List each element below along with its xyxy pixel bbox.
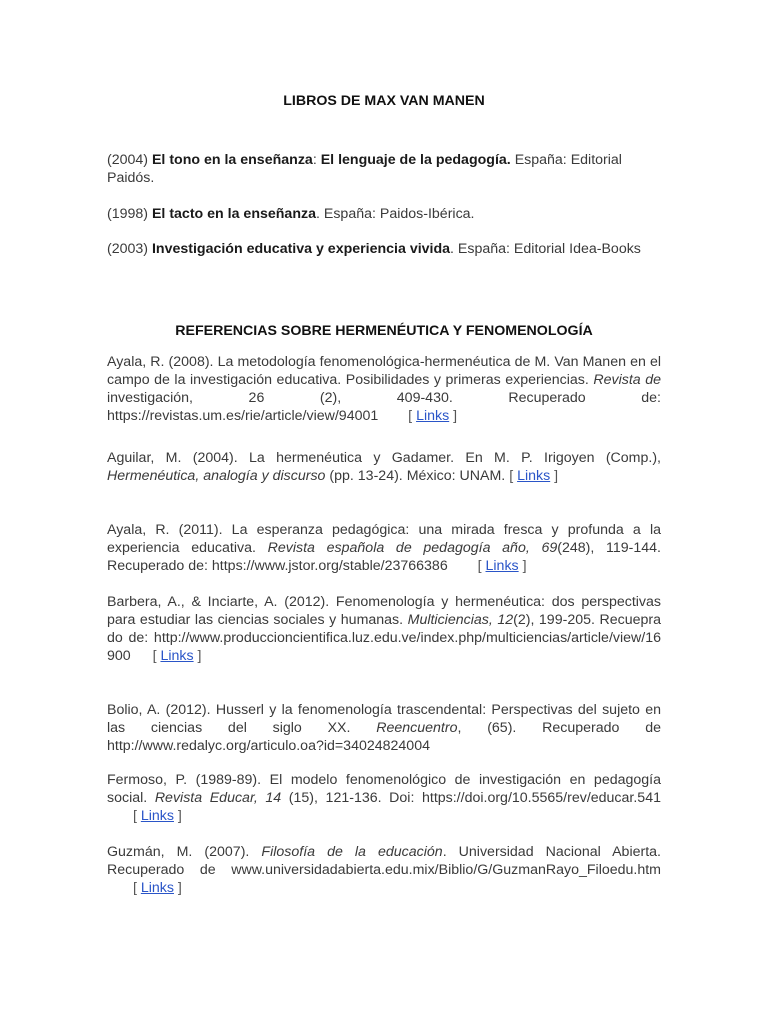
book-title: Hermenéutica, analogía y discurso [107,468,326,484]
journal-title: Revista Educar, 14 [154,790,282,806]
book-year: (1998) [107,206,149,222]
book-title: Filosofía de la educación [261,844,443,860]
book-publisher: España: Editorial Paidós. [107,152,622,186]
book-title: El tacto en la enseñanza [151,206,316,222]
links-bracket: [ Links ] [509,468,559,484]
book-publisher: . España: Paidos-Ibérica. [315,206,475,222]
links-bracket: [ Links ] [152,648,202,664]
reference-fermoso [107,771,661,825]
reference-text: (pp. 13-24). México: UNAM. [329,468,506,484]
references-heading: REFERENCIAS SOBRE HERMENÉUTICA Y FENOMENOLOGÍA [175,323,593,339]
journal-title: Revista de [593,372,661,388]
book-subtitle: El lenguaje de la pedagogía. [320,152,511,168]
reference-text: (248), 119-144. Recuperado de: https://www.jstor.org/stable/23766386 [107,540,661,574]
links-bracket: [ Links ] [132,808,182,824]
book-year: (2004) [107,152,149,168]
links-link[interactable]: Links [416,408,450,424]
book-title: Investigación educativa y experiencia vivida [151,241,451,257]
links-link[interactable]: Links [140,880,174,896]
reference-text: Barbera, A., & Inciarte, A. (2012). Fenomenología y hermenéutica: dos perspectivas para estudiar las ciencias sociales y humanas. [107,594,661,628]
links-link[interactable]: Links [160,648,194,664]
links-link[interactable]: Links [485,558,519,574]
reference-barbera-2012 [107,593,661,665]
journal-title: Revista española de pedagogía año, 69 [267,540,558,556]
reference-text: Aguilar, M. (2004). La hermenéutica y Gadamer. En M. P. Irigoyen (Comp.), [107,450,661,466]
reference-text: Ayala, R. (2011). La esperanza pedagógica: una mirada fresca y profunda a la experiencia educativa. [107,522,661,556]
links-bracket: [ Links ] [132,880,182,896]
reference-text: Guzmán, M. (2007). [107,844,250,860]
book-entry-1998 [107,205,661,223]
book-separator: : [312,152,317,168]
reference-text: (15), 121-136. Doi: https://doi.org/10.5565/rev/educar.541 [288,790,661,806]
reference-bolio-2012 [107,701,661,755]
book-publisher: . España: Editorial Idea-Books [450,241,641,257]
book-entry-2003 [107,240,661,258]
reference-ayala-2011 [107,521,661,575]
reference-text: Ayala, R. (2008). La metodología fenomenológica-hermenéutica de M. Van Manen en el campo de la investigación educativa. Posibilidades y primeras experiencias. [107,354,661,388]
links-bracket: [ Links ] [477,558,527,574]
links-bracket: [ Links ] [408,408,458,424]
reference-text: Fermoso, P. (1989-89). El modelo fenomenológico de investigación en pedagogía social. [107,772,661,806]
reference-text: . Universidad Nacional Abierta. Recuperado de www.universidadabierta.edu.mix/Biblio/G/GuzmanRayo_Filoedu.htm [107,844,661,878]
reference-text: (2), 199-205. Recueprado de: http://www.produccioncientifica.luz.edu.ve/index.php/multiciencias/article/view/16900 [107,612,661,664]
journal-title: Reencuentro [376,720,458,736]
page-title: LIBROS DE MAX VAN MANEN [283,93,485,109]
reference-ayala-2008 [107,353,661,425]
reference-guzman-2007 [107,843,661,897]
reference-aguilar-2004 [107,449,661,485]
book-title: El tono en la enseñanza [151,152,313,168]
reference-text: investigación, 26 (2), 409-430. Recuperado de: https://revistas.um.es/rie/article/view/94001 [107,390,661,424]
reference-text: , (65). Recuperado de http://www.redalyc.org/articulo.oa?id=34024824004 [107,720,661,754]
reference-text: Bolio, A. (2012). Husserl y la fenomenología trascendental: Perspectivas del sujeto en las ciencias del siglo XX. [107,702,661,736]
book-year: (2003) [107,241,149,257]
links-link[interactable]: Links [517,468,551,484]
links-link[interactable]: Links [140,808,174,824]
book-entry-2004 [107,151,661,187]
journal-title: Multiciencias [407,612,489,628]
journal-volume: , 12 [488,612,514,628]
